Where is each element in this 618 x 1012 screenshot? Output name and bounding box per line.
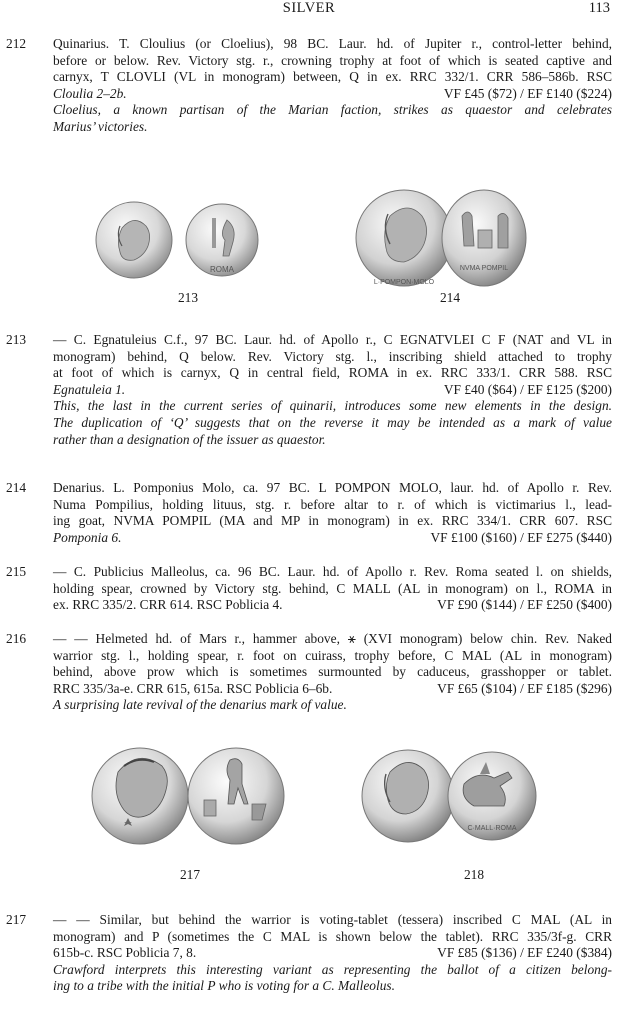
entry-line: monogram) behind, Q below. Rev. Victory stg. l., inscribing shield attached to trophy: [53, 348, 612, 364]
coin-218-image: [360, 744, 540, 850]
figure-caption-214: 214: [439, 290, 461, 305]
figure-caption-213: 213: [177, 290, 199, 305]
coin-218-legend: C·MALL·ROMA: [467, 825, 517, 832]
entry-line: carnyx, T CLOVLI (VL in monogram) between, Q in ex. RRC 332/1. CRR 586–586b. RSC: [53, 69, 612, 85]
entry-line: before or below. Rev. Victory stg. r., crowning trophy at foot of which is seated captive and: [53, 52, 612, 68]
entry-line: Quinarius. T. Cloulius (or Cloelius), 98 BC. Laur. hd. of Jupiter r., control-letter behind,: [53, 36, 612, 51]
price: VF £85 ($136) / EF £240 ($384): [437, 945, 612, 961]
price-line: [53, 530, 612, 547]
coin-213-legend: ROMA: [210, 265, 234, 274]
entry-number: 216: [6, 631, 27, 646]
price: VF £65 ($104) / EF £185 ($296): [437, 680, 612, 696]
price-line: [53, 597, 612, 614]
coin-214-image: [354, 186, 530, 290]
comment-line: A surprising late revival of the denarius mark of value.: [53, 697, 347, 713]
entry-212: [6, 36, 612, 136]
page-header: [0, 0, 618, 20]
entry-213: [6, 332, 612, 448]
entry-line: — — Helmeted hd. of Mars r., hammer above, ⚹ (XVI monogram) below chin. Rev. Naked: [53, 631, 612, 646]
comment-line: rather than a designation of the issuer as quaestor.: [53, 431, 326, 447]
price: VF £40 ($64) / EF £125 ($200): [443, 381, 612, 397]
entry-line: ing goat, NVMA POMPIL (MA and MP in monogram) in ex. RRC 334/1. CRR 607. RSC: [53, 513, 612, 529]
entry-215: [6, 564, 612, 614]
entry-line: holding spear, crowned by Victory stg. behind, C MALL (AL in monogram) on l., ROMA in: [53, 580, 612, 596]
price: VF £100 ($160) / EF £275 ($440): [430, 529, 612, 545]
coin-plate-217-218: [0, 740, 618, 890]
entry-number: 213: [6, 332, 27, 347]
comment-line: Cloelius, a known partisan of the Marian faction, strikes as quaestor and celebrates: [53, 102, 612, 118]
entry-number: 212: [6, 36, 27, 51]
running-title: SILVER: [282, 0, 336, 16]
entry-214: [6, 480, 612, 546]
entry-line: — C. Publicius Malleolus, ca. 96 BC. Laur. hd. of Apollo r. Rev. Roma seated l. on shields,: [53, 564, 612, 579]
comment-line: Crawford interprets this interesting variant as representing the ballot of a citizen belong-: [53, 961, 612, 977]
figure-caption-218: 218: [463, 867, 485, 882]
entry-line: monogram) and P (sometimes the C MAL is shown below the tablet). RRC 335/3f-g. CRR: [53, 928, 612, 944]
entry-line: Denarius. L. Pomponius Molo, ca. 97 BC. L POMPON MOLO, laur. hd. of Apollo r. Rev.: [53, 480, 612, 495]
entry-line: behind, above prow which is sometimes surmounted by caduceus, grasshopper or tablet.: [53, 664, 612, 680]
figure-caption-217: 217: [179, 867, 201, 882]
price-line: [53, 945, 612, 962]
reference: Cloulia 2–2b.: [53, 85, 127, 101]
coin-214-obverse-legend: L·POMPON·MOLO: [373, 279, 435, 286]
price: VF £45 ($72) / EF £140 ($224): [443, 85, 612, 101]
coin-214-reverse-legend: NVMA POMPIL: [459, 265, 509, 272]
entry-line: at foot of which is carnyx, Q in central field, ROMA in ex. RRC 333/1. CRR 588. RSC: [53, 365, 612, 381]
price: VF £90 ($144) / EF £250 ($400): [437, 597, 612, 613]
entry-217: [6, 912, 612, 995]
entry-line: — — Similar, but behind the warrior is voting-tablet (tessera) inscribed C MAL (AL in: [53, 912, 612, 927]
page-number: 113: [588, 0, 610, 16]
coin-plate-213-214: [0, 186, 618, 316]
reference: 615b-c. RSC Poblicia 7, 8.: [53, 945, 197, 961]
coin-217-image: [88, 742, 288, 850]
comment-line: This, the last in the current series of quinarii, introduces some new elements in the design.: [53, 398, 612, 414]
entry-number: 217: [6, 912, 27, 927]
entry-line: — C. Egnatuleius C.f., 97 BC. Laur. hd. of Apollo r., C EGNATVLEI C F (NAT and VL in: [53, 332, 612, 347]
price-line: [53, 382, 612, 399]
entry-216: [6, 631, 612, 714]
price-line: [53, 86, 612, 103]
entry-number: 215: [6, 564, 27, 579]
reference: RRC 335/3a-e. CRR 615, 615a. RSC Poblicia 6–6b.: [53, 680, 333, 696]
reference: ex. RRC 335/2. CRR 614. RSC Poblicia 4.: [53, 597, 283, 613]
comment-line: ing to a tribe with the initial P who is voting for a C. Malleolus.: [53, 978, 395, 994]
entry-number: 214: [6, 480, 27, 495]
comment-line: Marius’ victories.: [53, 118, 148, 134]
reference: Pomponia 6.: [53, 529, 122, 545]
price-line: [53, 681, 612, 698]
reference: Egnatuleia 1.: [53, 381, 126, 397]
entry-line: warrior stg. l., holding spear, r. foot on cuirass, trophy before, C MAL (AL in monogram): [53, 647, 612, 663]
coin-213-image: [92, 198, 274, 284]
comment-line: The duplication of ‘Q’ suggests that on the reverse it may be intended as a mark of value: [53, 414, 612, 430]
entry-line: Numa Pompilius, holding lituus, stg. r. before altar to r. of which is victimarius l., lead-: [53, 496, 612, 512]
